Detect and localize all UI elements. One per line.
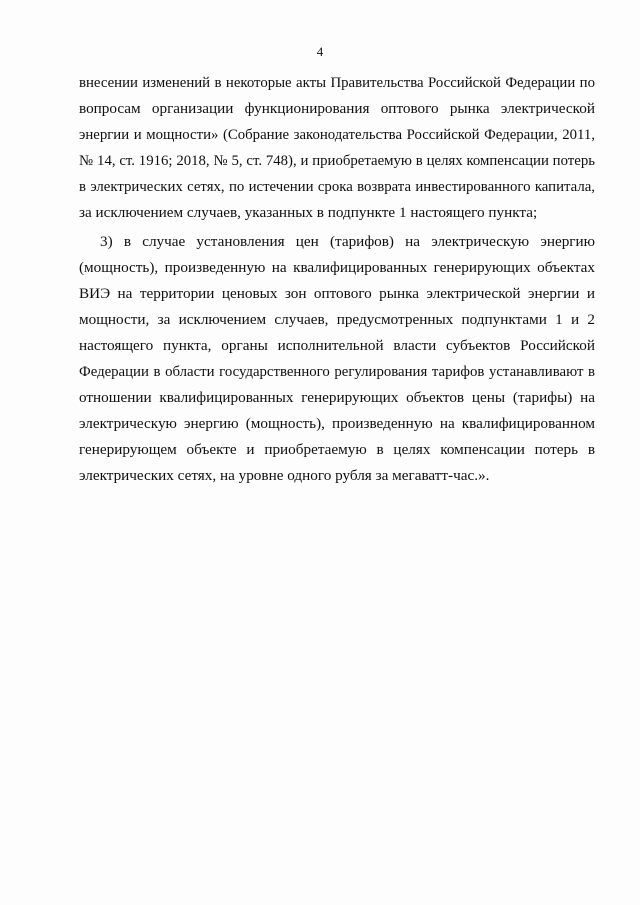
text-line: генерирующем объекте и приобретаемую в целях компенсации потерь в: [79, 441, 595, 458]
text-line: электрическую энергию (мощность), произведенную на квалифицированном: [79, 415, 595, 432]
text-line: настоящего пункта, органы исполнительной власти субъектов Российской: [79, 337, 595, 354]
text-line: Федерации в области государственного регулирования тарифов устанавливают в: [79, 364, 595, 380]
text-line: за исключением случаев, указанных в подпункте 1 настоящего пункта;: [79, 204, 538, 221]
text-line: мощности, за исключением случаев, предусмотренных подпунктами 1 и 2: [79, 311, 595, 328]
text-line: № 14, ст. 1916; 2018, № 5, ст. 748), и приобретаемую в целях компенсации потерь: [79, 153, 595, 169]
paragraph-first-line: 3) в случае установления цен (тарифов) на электрическую энергию: [100, 233, 595, 250]
text-line: внесении изменений в некоторые акты Правительства Российской Федерации по: [79, 75, 595, 91]
text-line: (мощность), произведенную на квалифицированных генерирующих объектах: [79, 259, 595, 276]
text-line: отношении квалифицированных генерирующих объектов цены (тарифы) на: [79, 389, 595, 406]
text-line: ВИЭ на территории ценовых зон оптового рынка электрической энергии и: [79, 285, 595, 302]
text-line: электрических сетях, на уровне одного рубля за мегаватт-час.».: [79, 467, 490, 484]
text-line: вопросам организации функционирования оптового рынка электрической: [79, 100, 595, 117]
text-line: в электрических сетях, по истечении срока возврата инвестированного капитала,: [79, 179, 595, 195]
page-number: 4: [316, 44, 324, 59]
text-line: энергии и мощности» (Собрание законодательства Российской Федерации, 2011,: [79, 127, 595, 143]
